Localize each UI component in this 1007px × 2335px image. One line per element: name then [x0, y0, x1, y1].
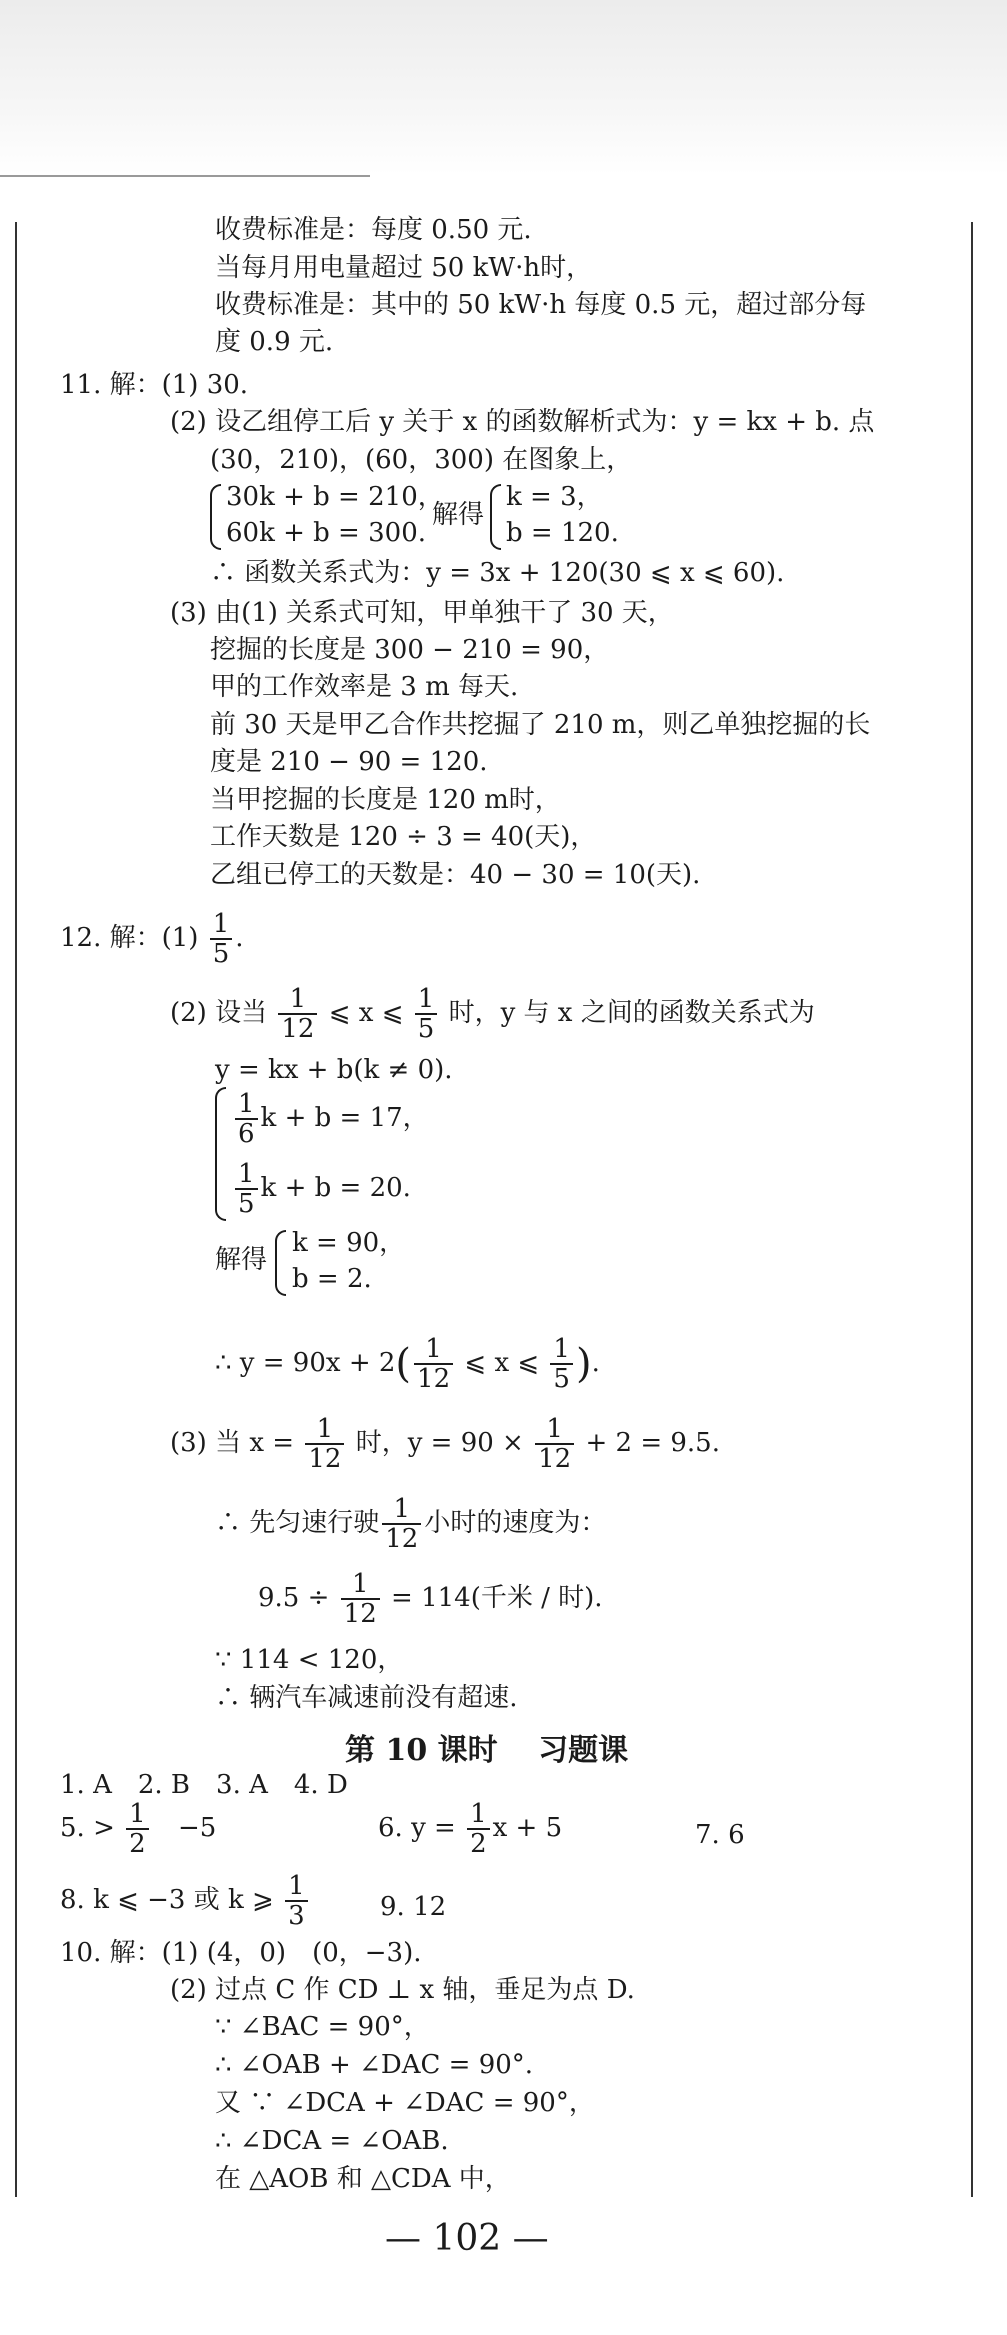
denominator: 12: [385, 1524, 419, 1554]
q11-part3-line3: 甲的工作效率是 3 m 每天.: [210, 672, 519, 702]
q12-part3-mid: 时，y = 90 ×: [355, 1428, 524, 1458]
q12-eq1-text: k + b = 17，: [260, 1103, 429, 1133]
numerator: 1: [382, 1495, 421, 1525]
right-margin-rule: [971, 222, 973, 2197]
fraction-one-twelfth: [305, 1415, 344, 1473]
q11-part3-line7: 工作天数是 120 ÷ 3 = 40(天)，: [210, 822, 597, 852]
q12-result-pre: ∴ y = 90x + 2: [215, 1348, 396, 1378]
q12-speed-line: [215, 1495, 606, 1553]
text-line: 当每月用电量超过 50 kW·h时，: [215, 253, 593, 283]
q10-part2-line6: 在 △AOB 和 △CDA 中，: [215, 2164, 511, 2194]
text-line: 度 0.9 元.: [215, 327, 334, 357]
q10-part2-line2: ∵ ∠BAC = 90°，: [215, 2012, 430, 2042]
answer-5-post: −5: [177, 1813, 217, 1843]
q11-relation: ∴ 函数关系式为：y = 3x + 120(30 ⩽ x ⩽ 60).: [210, 558, 785, 588]
denominator: 5: [417, 1014, 435, 1044]
fraction-one-twelfth: [535, 1415, 574, 1473]
fraction-one-half: [467, 1800, 490, 1858]
q11-part3-line1: (3) 由(1) 关系式可知，甲单独干了 30 天，: [170, 598, 674, 628]
q12-part2-line2: y = kx + b(k ≠ 0).: [215, 1055, 453, 1085]
q12-part2-pre: (2) 设当: [170, 998, 268, 1028]
denominator: 3: [288, 1901, 305, 1931]
q11-system-eq1: 30k + b = 210，: [226, 482, 444, 512]
q11-solution-b: b = 120.: [506, 518, 619, 548]
q10-part1: 10. 解：(1) (4，0) (0，−3).: [60, 1938, 422, 1968]
q11-part3-line8: 乙组已停工的天数是：40 − 30 = 10(天).: [210, 860, 701, 890]
denominator: 12: [281, 1014, 315, 1044]
q11-part3-line5: 度是 210 − 90 = 120.: [210, 747, 488, 777]
numerator: 1: [414, 1335, 453, 1365]
q12-part2-post: 时，y 与 x 之间的函数关系式为: [448, 998, 815, 1028]
numerator: 1: [126, 1800, 149, 1830]
scan-top-band: [0, 0, 1007, 175]
q11-system-eq2: 60k + b = 300.: [226, 518, 427, 548]
denominator: 5: [212, 939, 230, 969]
section-title: 第 10 课时 习题课: [345, 1733, 629, 1768]
q12-system-eq2: [232, 1160, 411, 1218]
fraction-one-third: [285, 1872, 308, 1930]
denominator: 2: [129, 1829, 146, 1859]
q11-part2-line1: (2) 设乙组停工后 y 关于 x 的函数解析式为：y = kx + b. 点: [170, 407, 875, 437]
fraction-one-fifth: [210, 910, 233, 968]
q12-system-brace: [215, 1087, 226, 1221]
answers-5-7: [60, 1800, 216, 1858]
answer-7: 7. 6: [695, 1820, 745, 1850]
q12-part3-line1: [170, 1415, 720, 1473]
fraction-one-twelfth: [414, 1335, 453, 1393]
q11-system-brace: [210, 484, 221, 550]
fraction-one-sixth: [235, 1090, 258, 1148]
q12-conclusion: ∴ 辆汽车减速前没有超速.: [215, 1683, 518, 1713]
fraction-one-twelfth: [341, 1570, 380, 1628]
answer-8: [60, 1872, 311, 1930]
q12-solve-label: 解得: [215, 1245, 268, 1275]
header-rule: [0, 175, 370, 177]
q11-solution-brace: [490, 484, 501, 550]
q12-speed-pre: ∴ 先匀速行驶: [215, 1508, 380, 1538]
q12-part3-post: + 2 = 9.5.: [585, 1428, 720, 1458]
q12-result: ∴ y = 90x + 2( $\frac{1}{12}$ ⩽ x ⩽ $\frac{1}{5}$ ).: [215, 1334, 600, 1394]
denominator: 12: [308, 1444, 342, 1474]
q11-solution-k: k = 3，: [506, 482, 603, 512]
page-number: — 102 —: [385, 2218, 549, 2259]
q12-part2-mid: ⩽ x ⩽: [328, 998, 404, 1028]
q12-eq2-text: k + b = 20.: [260, 1173, 411, 1203]
q12-solution-brace: [275, 1230, 286, 1296]
q11-part1: 11. 解：(1) 30.: [60, 370, 249, 400]
denominator: 5: [553, 1364, 570, 1394]
denominator: 5: [238, 1189, 255, 1219]
numerator: 1: [305, 1415, 344, 1445]
denominator: 12: [343, 1599, 377, 1629]
fraction-one-twelfth: [278, 985, 317, 1043]
answer-6: [378, 1800, 562, 1858]
numerator: 1: [235, 1160, 258, 1190]
text-line: 收费标准是：其中的 50 kW·h 每度 0.5 元，超过部分每: [215, 290, 867, 320]
fraction-one-twelfth: [382, 1495, 421, 1553]
numerator: 1: [550, 1335, 573, 1365]
q10-part2-line3: ∴ ∠OAB + ∠DAC = 90°.: [215, 2050, 534, 2080]
q11-part3-line4: 前 30 天是甲乙合作共挖掘了 210 m，则乙单独挖掘的长: [210, 710, 871, 740]
denominator: 2: [470, 1829, 487, 1859]
q12-calc-line: [258, 1570, 603, 1628]
q12-speed-post: 小时的速度为：: [424, 1508, 607, 1538]
q12-calc-pre: 9.5 ÷: [258, 1583, 330, 1613]
q12-solution-k: k = 90，: [292, 1228, 406, 1258]
q11-part3-line6: 当甲挖掘的长度是 120 m时，: [210, 785, 561, 815]
numerator: 1: [278, 985, 317, 1015]
answer-9: 9. 12: [380, 1892, 447, 1922]
q11-part2-line2: (30，210)，(60，300) 在图象上，: [210, 445, 633, 475]
q12-solution-b: b = 2.: [292, 1264, 372, 1294]
fraction-one-fifth: [235, 1160, 258, 1218]
fraction-one-fifth: [415, 985, 438, 1043]
q12-part1-label: 12. 解：(1): [60, 923, 199, 953]
q12-part1: 12. 解：(1) $\frac{1}{5}$ .: [60, 909, 244, 969]
numerator: 1: [210, 910, 233, 940]
q12-result-mid: ⩽ x ⩽: [464, 1348, 540, 1378]
q12-part3-pre: (3) 当 x =: [170, 1428, 295, 1458]
text-line: 收费标准是：每度 0.50 元.: [215, 215, 532, 245]
q12-part2-line1: [170, 985, 815, 1043]
answers-1-4: 1. A 2. B 3. A 4. D: [60, 1770, 348, 1800]
q11-solve-label: 解得: [432, 500, 485, 530]
q12-system-eq1: [232, 1090, 429, 1148]
answer-5: 5. >: [60, 1813, 115, 1843]
q10-part2-line1: (2) 过点 C 作 CD ⊥ x 轴，垂足为点 D.: [170, 1975, 635, 2005]
q10-part2-line4: 又 ∵ ∠DCA + ∠DAC = 90°，: [215, 2088, 595, 2118]
q12-calc-post: = 114(千米 / 时).: [391, 1583, 603, 1613]
fraction-one-half: [126, 1800, 149, 1858]
numerator: 1: [341, 1570, 380, 1600]
q10-part2-line5: ∴ ∠DCA = ∠OAB.: [215, 2126, 449, 2156]
numerator: 1: [235, 1090, 258, 1120]
fraction-one-fifth: [550, 1335, 573, 1393]
numerator: 1: [415, 985, 438, 1015]
denominator: 6: [238, 1119, 255, 1149]
left-margin-rule: [15, 222, 17, 2197]
numerator: 1: [467, 1800, 490, 1830]
denominator: 12: [417, 1364, 451, 1394]
answer-6-pre: 6. y =: [378, 1813, 456, 1843]
numerator: 1: [285, 1872, 308, 1902]
denominator: 12: [538, 1444, 572, 1474]
answer-8-text: 8. k ⩽ −3 或 k ⩾: [60, 1885, 274, 1915]
q11-part3-line2: 挖掘的长度是 300 − 210 = 90，: [210, 635, 610, 665]
numerator: 1: [535, 1415, 574, 1445]
answer-6-post: x + 5: [492, 1813, 563, 1843]
q12-because: ∵ 114 < 120，: [215, 1645, 404, 1675]
